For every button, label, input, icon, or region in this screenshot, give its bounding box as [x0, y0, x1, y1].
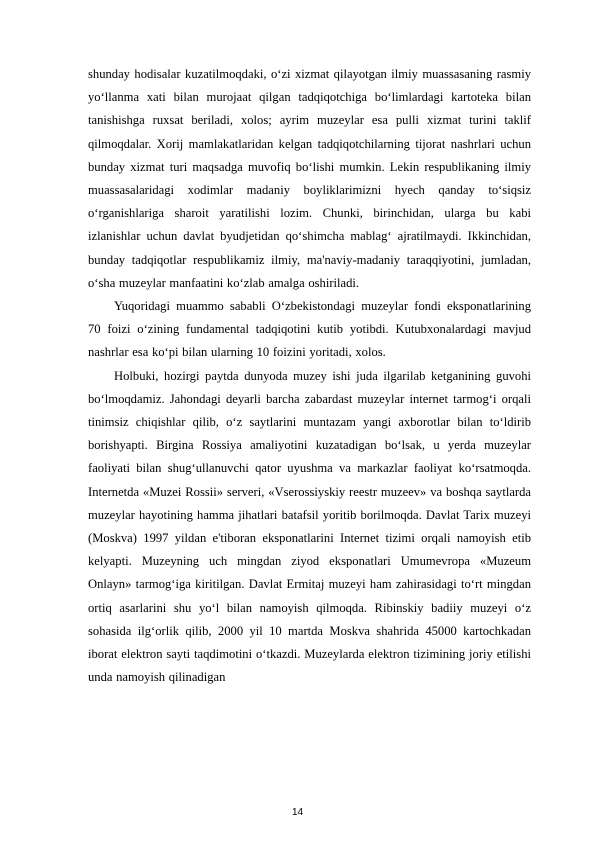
paragraph-continuation: shunday hodisalar kuzatilmoqdaki, o‘zi xizmat qilayotgan ilmiy muassasaning rasmiy yo‘llanma xati bilan murojaat qilgan tadqiqotchiga bo‘limlardagi kartoteka bilan tanishishga ruxsat beriladi, xolos; ayrim muzeylar esa pulli xizmat turini taklif qilmoqdalar. Xorij mamlakatlaridan kelgan tadqiqotchilarning tijorat nashrlari uchun bunday xizmat turi maqsadga muvofiq bo‘lishi mumkin. Lekin respublikaning ilmiy muassasalaridagi xodimlar madaniy boyliklarimizni hyech qanday to‘siqsiz o‘rganishlariga sharoit yaratilishi lozim. Chunki, birinchidan, ularga bu kabi izlanishlar uchun davlat byudjetidan qo‘shimcha mablag‘ ajratilmaydi. Ikkinchidan, bunday tadqiqotlar respublikamiz ilmiy, ma'naviy-madaniy taraqqiyotini, jumladan, o‘sha muzeylar manfaatini ko‘zlab amalga oshiriladi.	[88, 67, 531, 290]
page-body	[88, 63, 531, 689]
page-number: 14	[291, 807, 304, 818]
paragraph-world-museums: Holbuki, hozirgi paytda dunyoda muzey ishi juda ilgarilab ketganining guvohi bo‘lmoqdamiz. Jahondagi deyarli barcha zabardast muzeylar internet tarmog‘i orqali tinimsiz chiqishlar qilib, o‘z saytlarini muntazam yangi axborotlar bilan to‘ldirib borishyapti. Birgina Rossiya amaliyotini kuzatadigan bo‘lsak, u yerda muzeylar faoliyati bilan shug‘ullanuvchi qator uyushma va markazlar faoliyat ko‘rsatmoqda. Internetda «Muzei Rossii» serveri, «Vserossiyskiy reestr muzeev» va boshqa saytlarda muzeylar hayotining hamma jihatlari batafsil yoritib borilmoqda. Davlat Tarix muzeyi (Moskva) 1997 yildan e'tiboran eksponatlarini Internet tizimi orqali namoyish etib kelyapti. Muzeyning uch mingdan ziyod eksponatlari Umumevropa «Muzeum Onlayn» tarmog‘iga kiritilgan. Davlat Ermitaj muzeyi ham zahirasidagi to‘rt mingdan ortiq asarlarini shu yo‘l bilan namoyish qilmoqda. Ribinskiy badiiy muzeyi o‘z sohasida ilg‘orlik qilib, 2000 yil 10 martda Moskva shahrida 45000 kartochkadan iborat elektron sayti taqdimotini o‘tkazdi. Muzeylarda elektron tizimining joriy etilishi unda namoyish qilinadigan	[88, 368, 531, 685]
paragraph-museum-fund: Yuqoridagi muammo sababli O‘zbekistondagi muzeylar fondi eksponatlarining 70 foizi o‘zining fundamental tadqiqotini kutib yotibdi. Kutubxonalardagi mavjud nashrlar esa ko‘pi bilan ularning 10 foizini yoritadi, xolos.	[88, 299, 531, 360]
